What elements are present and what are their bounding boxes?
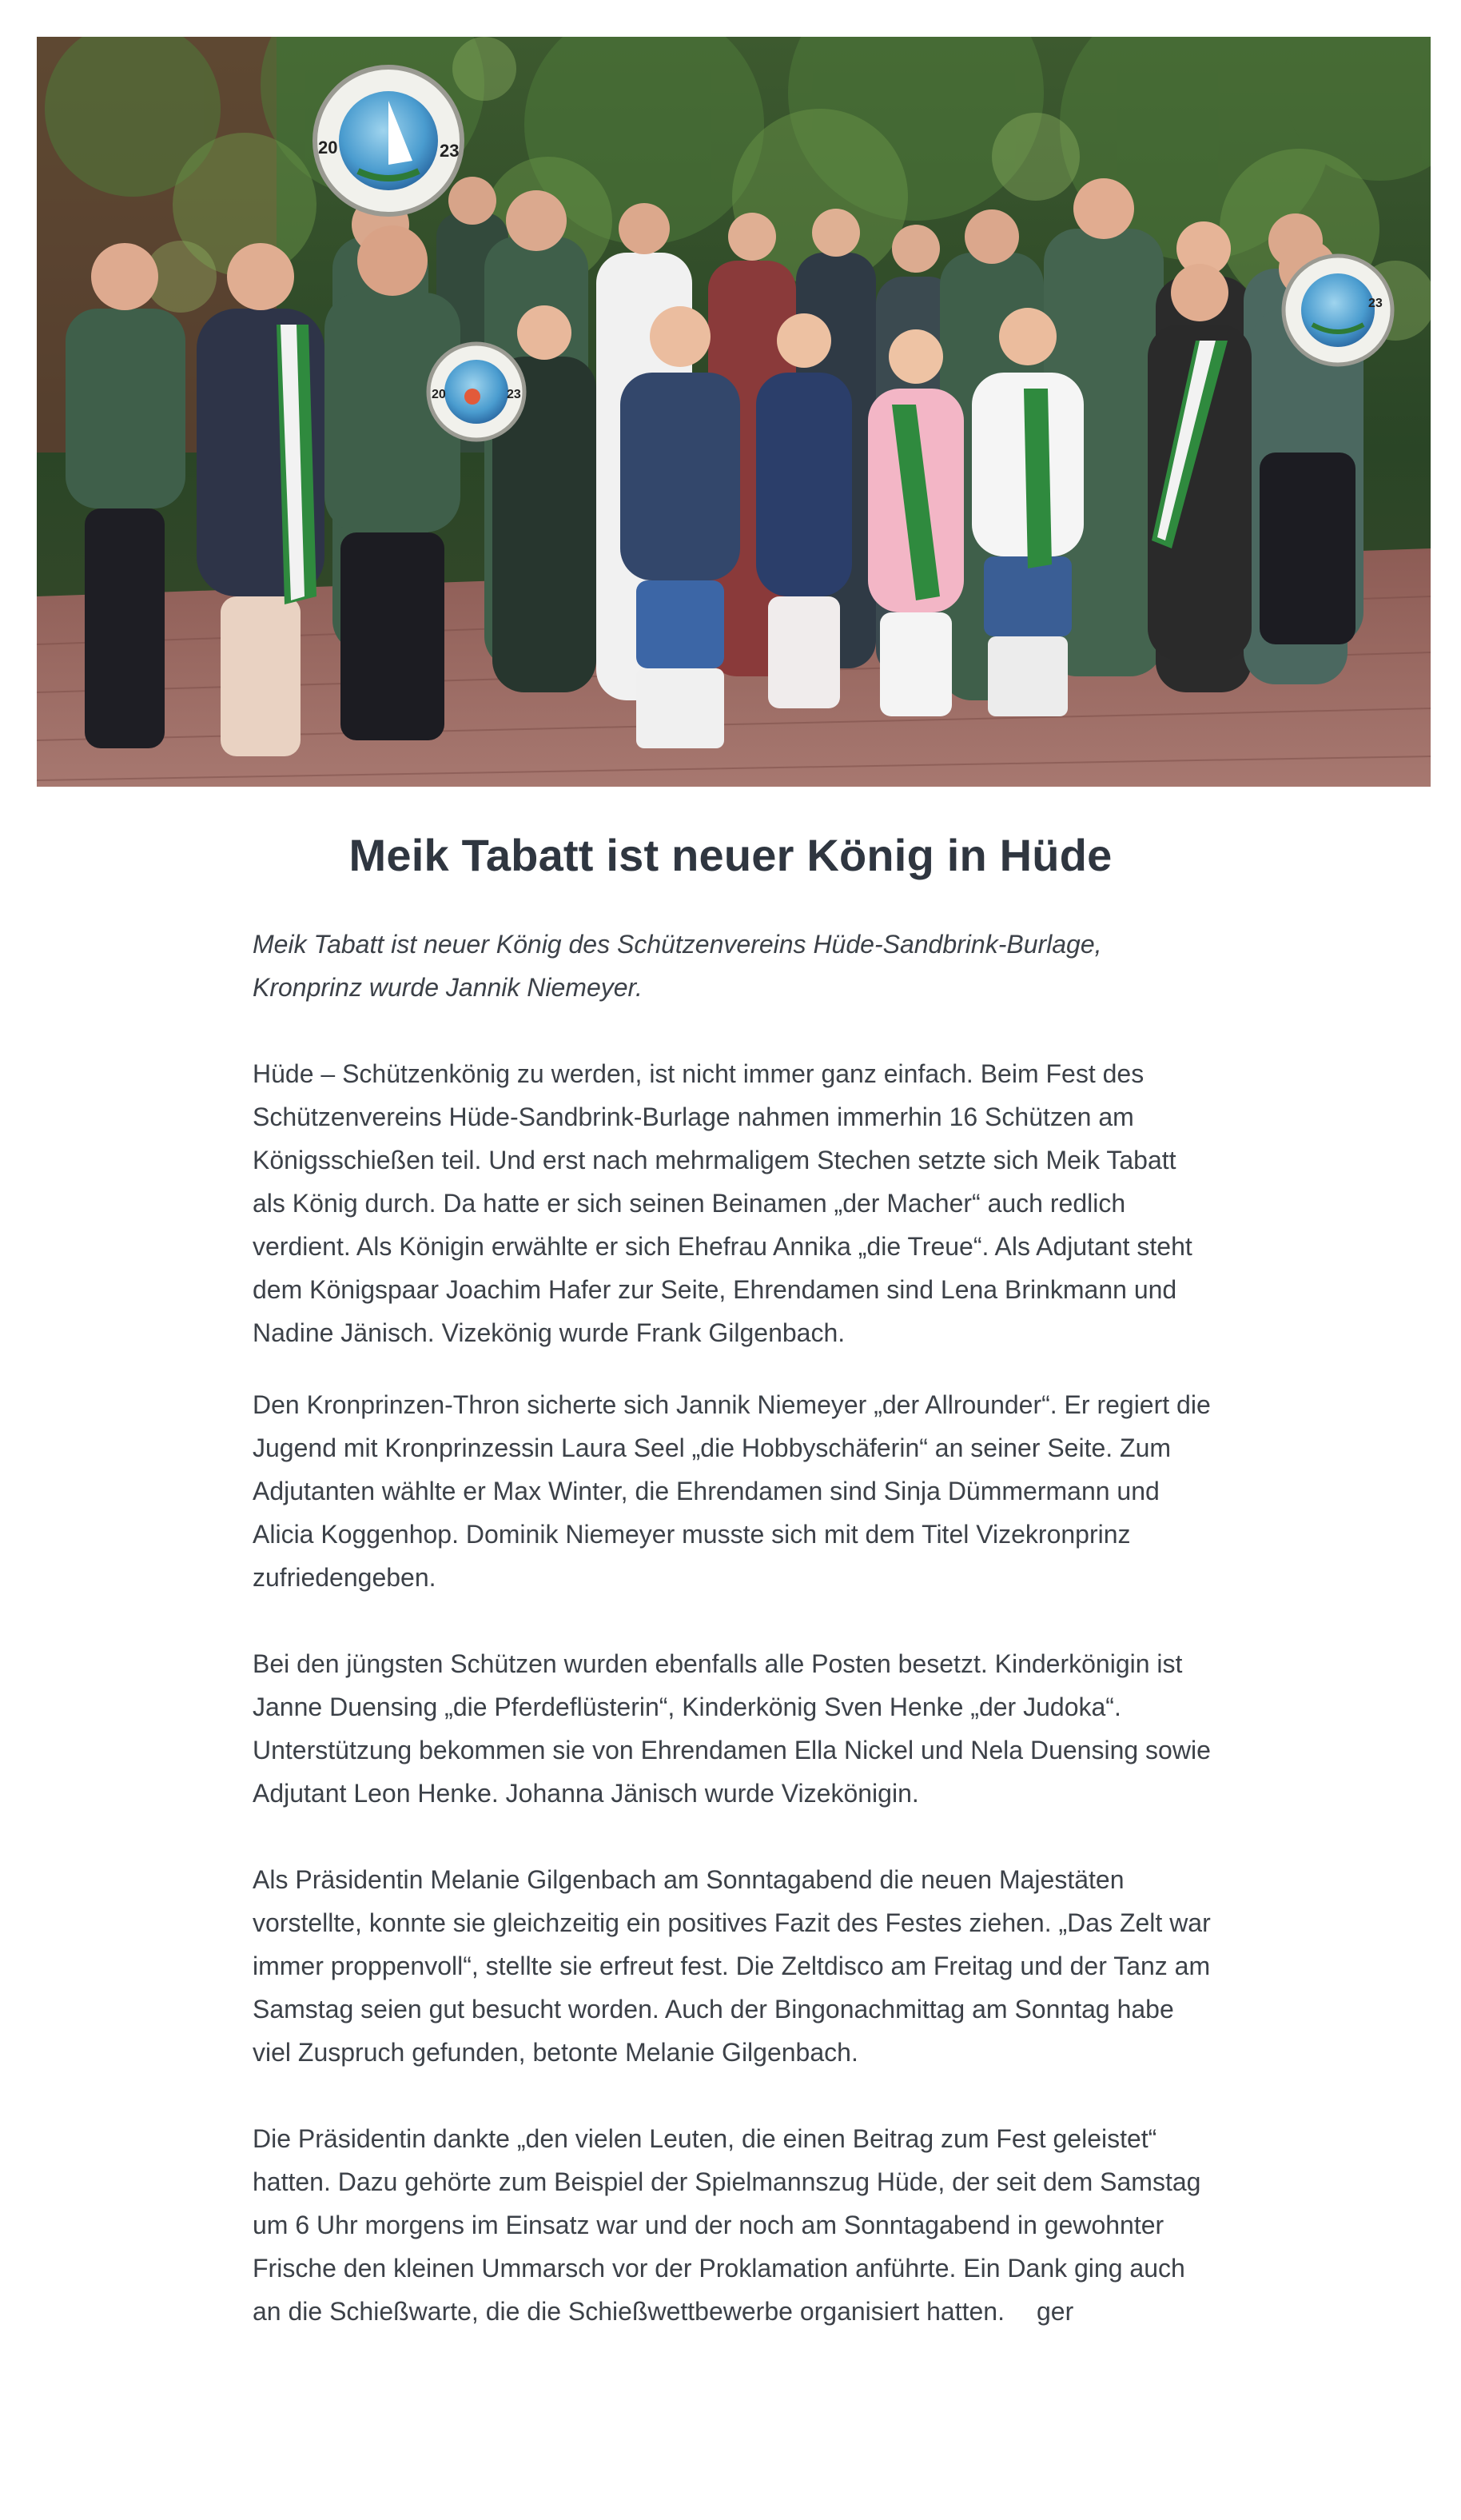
plaque-top bbox=[315, 67, 462, 214]
plaque-middle-year-right: 23 bbox=[507, 388, 521, 401]
article-paragraph-5-text: Die Präsidentin dankte „den vielen Leuten, die einen Beitrag zum Fest geleistet“ hatten. Dazu gehörte zum Beispiel der Spielmannszug Hüde, der seit dem Samstag um 6 Uhr morgens im Einsatz war und der noch am Sonntagabend in gewohnter Frische den kleinen Ummarsch vor der Proklamation anführte. Ein Dank ging auch an die Schießwarte, die die Schießwettbewerbe organisiert hatten. bbox=[253, 2124, 1201, 2326]
article-paragraph-5 bbox=[253, 2117, 1212, 2333]
author-signature: ger bbox=[1036, 2297, 1074, 2326]
article-paragraph-4: Als Präsidentin Melanie Gilgenbach am Sonntagabend die neuen Majestäten vorstellte, konnte sie gleichzeitig ein positives Fazit des Festes ziehen. „Das Zelt war immer proppenvoll“, stellte sie erfreut fest. Die Zeltdisco am Freitag und der Tanz am Samstag seien gut besucht worden. Auch der Bingonachmittag am Sonntag habe viel Zuspruch gefunden, betonte Melanie Gilgenbach. bbox=[253, 1865, 1211, 2067]
plaque-right bbox=[1284, 256, 1392, 365]
group-photo bbox=[37, 37, 1431, 787]
article-body bbox=[253, 923, 1212, 2333]
plaque-middle-year-left: 20 bbox=[432, 388, 446, 401]
plaque-top-year-right: 23 bbox=[440, 141, 460, 161]
article-lead: Meik Tabatt ist neuer König des Schützenvereins Hüde-Sandbrink-Burlage, Kronprinz wurde Jannik Niemeyer. bbox=[253, 930, 1102, 1002]
plaque-top-year-left: 20 bbox=[318, 138, 338, 158]
article-paragraph-3: Bei den jüngsten Schützen wurden ebenfalls alle Posten besetzt. Kinderkönigin ist Janne Duensing „die Pferdeflüsterin“, Kinderkönig Sven Henke „der Judoka“. Unterstützung bekommen sie von Ehrendamen Ella Nickel und Nela Duensing sowie Adjutant Leon Henke. Johanna Jänisch wurde Vizekönigin. bbox=[253, 1649, 1211, 1808]
article-paragraph-2: Den Kronprinzen-Thron sicherte sich Jannik Niemeyer „der Allrounder“. Er regiert die Jugend mit Kronprinzessin Laura Seel „die Hobbyschäferin“ an seiner Seite. Zum Adjutanten wählte er Max Winter, die Ehrendamen sind Sinja Dümmermann und Alicia Koggenhop. Dominik Niemeyer musste sich mit dem Titel Vizekronprinz zufriedengeben. bbox=[253, 1390, 1211, 1592]
plaque-middle bbox=[428, 344, 524, 440]
page-title: Meik Tabatt ist neuer König in Hüde bbox=[348, 830, 1113, 880]
article-paragraph-1: Hüde – Schützenkönig zu werden, ist nicht immer ganz einfach. Beim Fest des Schützenvereins Hüde-Sandbrink-Burlage nahmen immerhin 16 Schützen am Königsschießen teil. Und erst nach mehrmaligem Stechen setzte sich Meik Tabatt als König durch. Da hatte er sich seinen Beinamen „der Macher“ auch redlich verdient. Als Königin erwählte er sich Ehefrau Annika „die Treue“. Als Adjutant steht dem Königspaar Joachim Hafer zur Seite, Ehrendamen sind Lena Brinkmann und Nadine Jänisch. Vizekönig wurde Frank Gilgenbach. bbox=[253, 1059, 1192, 1347]
group-photo-illustration bbox=[37, 37, 1431, 787]
plaque-right-year: 23 bbox=[1368, 297, 1383, 310]
